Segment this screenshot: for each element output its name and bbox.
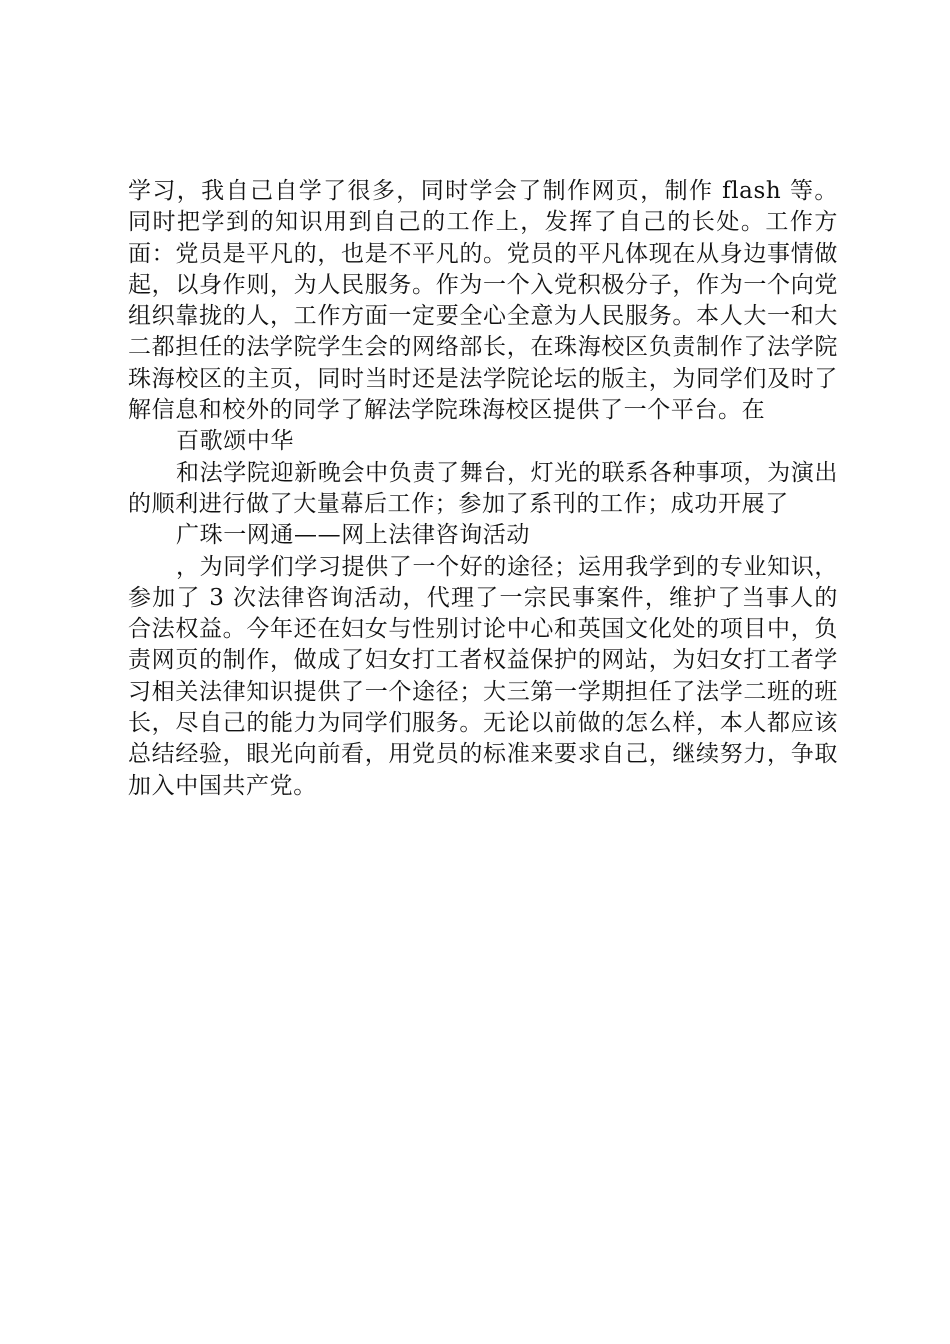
paragraph-2: 百歌颂中华 bbox=[176, 428, 294, 455]
paragraph-1: 学习，我自己自学了很多，同时学会了制作网页，制作 flash 等。同时把学到的知识用到自己的工作上，发挥了自己的长处。工作方面：党员是平凡的，也是不平凡的。党员的平凡体现在从身边事情做起，以身作则，为人民服务。作为一个入党积极分子，作为一个向党组织靠拢的人，工作方面一定要全心全意为人民服务。本人大一和大二都担任的法学院学生会的网络部长，在珠海校区负责制作了法学院珠海校区的主页，同时当时还是法学院论坛的版主，为同学们及时了解信息和校外的同学了解法学院珠海校区提供了一个平台。在 bbox=[128, 178, 838, 424]
paragraph-3: 和法学院迎新晚会中负责了舞台，灯光的联系各种事项，为演出的顺利进行做了大量幕后工作；参加了系刊的工作；成功开展了 bbox=[128, 459, 838, 517]
paragraph-4: 广珠一网通——网上法律咨询活动 bbox=[176, 522, 530, 549]
document-body bbox=[128, 176, 838, 802]
paragraph-5: ，为同学们学习提供了一个好的途径；运用我学到的专业知识，参加了 3 次法律咨询活动，代理了一宗民事案件，维护了当事人的合法权益。今年还在妇女与性别讨论中心和英国文化处的项目中，负责网页的制作，做成了妇女打工者权益保护的网站，为妇女打工者学习相关法律知识提供了一个途径；大三第一学期担任了法学二班的班长，尽自己的能力为同学们服务。无论以前做的怎么样，本人都应该总结经验，眼光向前看，用党员的标准来要求自己，继续努力，争取加入中国共产党。 bbox=[128, 553, 838, 799]
